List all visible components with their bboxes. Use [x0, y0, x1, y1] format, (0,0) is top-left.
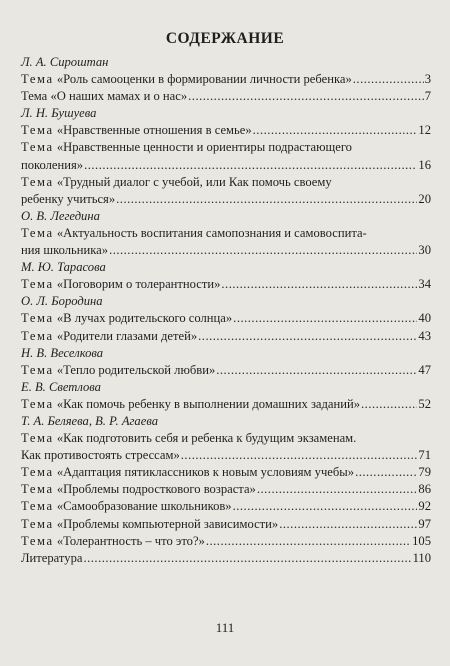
dot-leader [233, 310, 417, 327]
entry-title: «Роль самооценки в формировании личности ребенка» [56, 72, 352, 87]
entry-page-number: 40 [418, 311, 431, 326]
entry-title: «О наших мамах и о нас» [50, 89, 188, 104]
entry-text [21, 533, 205, 550]
entry-text [21, 431, 356, 445]
entry-lead: Тема [21, 311, 54, 326]
entry-text [21, 550, 82, 567]
entry-lead: Тема [21, 533, 54, 548]
entry-text [21, 276, 220, 293]
entry-lead: Тема [21, 516, 54, 531]
table-of-contents [21, 54, 431, 567]
toc-entry [21, 310, 431, 327]
entry-title: «Тепло родительской любви» [56, 362, 216, 377]
entry-page-number: 71 [418, 448, 431, 463]
page-title: СОДЕРЖАНИЕ [165, 30, 285, 47]
toc-entry-line [21, 225, 431, 242]
entry-text [21, 157, 83, 174]
entry-page-number: 3 [424, 72, 431, 87]
toc-entry [21, 71, 431, 88]
toc-entry [21, 242, 431, 259]
entry-title: «Родители глазами детей» [56, 328, 198, 343]
entry-page-number: 79 [418, 465, 431, 480]
toc-entry [21, 157, 431, 174]
toc-entry [21, 276, 431, 293]
entry-text [21, 516, 278, 533]
author-name: Т. А. Беляева, В. Р. Агаева [21, 413, 158, 428]
dot-leader [257, 481, 418, 498]
author-name: Е. В. Светлова [21, 379, 101, 394]
entry-text [21, 122, 252, 139]
entry-lead: Тема [21, 396, 54, 411]
toc-entry [21, 191, 431, 208]
entry-page-number: 86 [418, 482, 431, 497]
toc-entry [21, 481, 431, 498]
toc-entry-line [21, 174, 431, 191]
entry-title: «Нравственные ценности и ориентиры подрастающего [56, 140, 352, 155]
dot-leader [361, 396, 417, 413]
toc-author [21, 379, 431, 396]
toc-author [21, 54, 431, 71]
entry-text [21, 310, 232, 327]
dot-leader [216, 362, 417, 379]
entry-lead: Тема [21, 72, 54, 87]
toc-entry [21, 464, 431, 481]
entry-title: «Толерантность – что это?» [56, 533, 205, 548]
dot-leader [279, 516, 417, 533]
dot-leader [83, 550, 411, 567]
toc-entry-line [21, 139, 431, 156]
toc-author [21, 259, 431, 276]
author-name: М. Ю. Тарасова [21, 260, 106, 275]
entry-title: «Нравственные отношения в семье» [56, 123, 252, 138]
entry-lead: Тема [21, 362, 54, 377]
dot-leader [353, 71, 424, 88]
entry-page-number: 97 [418, 516, 431, 531]
dot-leader [109, 242, 417, 259]
entry-title: «Как помочь ребенку в выполнении домашних заданий» [56, 396, 361, 411]
entry-title: «Адаптация пятиклассников к новым условиям учебы» [56, 465, 355, 480]
entry-text [21, 71, 352, 88]
toc-entry [21, 362, 431, 379]
dot-leader [198, 328, 417, 345]
entry-text [21, 498, 232, 515]
entry-title: Как противостоять стрессам» [21, 448, 180, 463]
entry-text [21, 328, 197, 345]
entry-page-number: 12 [418, 123, 431, 138]
entry-text [21, 88, 187, 105]
author-name: О. В. Легедина [21, 208, 100, 223]
entry-text [21, 396, 360, 413]
entry-text [21, 140, 352, 154]
toc-entry-line [21, 430, 431, 447]
entry-title: ния школьника» [21, 243, 109, 258]
entry-lead: Тема [21, 328, 54, 343]
entry-title: ребенку учиться» [21, 191, 116, 206]
entry-title: «Самообразование школьников» [56, 499, 232, 514]
entry-page-number: 92 [418, 499, 431, 514]
entry-page-number: 47 [418, 362, 431, 377]
entry-text [21, 464, 354, 481]
entry-lead: Тема [21, 465, 54, 480]
entry-lead: Тема [21, 431, 54, 446]
entry-lead: Тема [21, 499, 54, 514]
entry-text [21, 362, 215, 379]
dot-leader [233, 498, 418, 515]
author-name: Л. Н. Бушуева [21, 106, 97, 121]
dot-leader [188, 88, 424, 105]
entry-page-number: 105 [412, 533, 431, 548]
entry-title: «Как подготовить себя и ребенка к будущим экзаменам. [56, 431, 357, 446]
toc-entry [21, 396, 431, 413]
entry-page-number: 20 [418, 191, 431, 206]
toc-author [21, 208, 431, 225]
entry-title: «Проблемы подросткового возраста» [56, 482, 256, 497]
toc-author [21, 293, 431, 310]
entry-title: «В лучах родительского солнца» [56, 311, 233, 326]
dot-leader [84, 157, 417, 174]
entry-page-number: 52 [418, 396, 431, 411]
entry-text [21, 191, 115, 208]
entry-text [21, 175, 332, 189]
entry-title: «Проблемы компьютерной зависимости» [56, 516, 279, 531]
dot-leader [181, 447, 418, 464]
dot-leader [116, 191, 417, 208]
toc-author [21, 413, 431, 430]
entry-title: Литература [21, 550, 83, 565]
entry-lead: Тема [21, 89, 48, 104]
entry-text [21, 481, 256, 498]
toc-entry [21, 533, 431, 550]
toc-entry [21, 550, 431, 567]
entry-lead: Тема [21, 140, 54, 155]
dot-leader [253, 122, 418, 139]
entry-page-number: 16 [418, 157, 431, 172]
entry-lead: Тема [21, 277, 54, 292]
toc-author [21, 105, 431, 122]
dot-leader [355, 464, 417, 481]
entry-text [21, 242, 108, 259]
entry-text [21, 447, 180, 464]
entry-title: поколения» [21, 157, 84, 172]
toc-author [21, 345, 431, 362]
entry-lead: Тема [21, 482, 54, 497]
toc-entry [21, 88, 431, 105]
entry-lead: Тема [21, 123, 54, 138]
entry-lead: Тема [21, 174, 54, 189]
toc-entry [21, 122, 431, 139]
dot-leader [221, 276, 417, 293]
author-name: Н. В. Веселкова [21, 345, 104, 360]
toc-entry [21, 447, 431, 464]
entry-title: «Трудный диалог с учебой, или Как помочь своему [56, 174, 332, 189]
entry-text [21, 226, 367, 240]
entry-page-number: 43 [418, 328, 431, 343]
toc-entry [21, 328, 431, 345]
dot-leader [206, 533, 411, 550]
toc-entry [21, 498, 431, 515]
entry-lead: Тема [21, 225, 54, 240]
entry-page-number: 110 [412, 550, 431, 565]
entry-page-number: 30 [418, 243, 431, 258]
entry-page-number: 34 [418, 277, 431, 292]
author-name: О. Л. Бородина [21, 294, 103, 309]
page-number: 111 [215, 620, 235, 635]
entry-title: «Поговорим о толерантности» [56, 277, 221, 292]
author-name: Л. А. Сироштан [21, 55, 109, 69]
entry-page-number: 7 [424, 89, 431, 104]
entry-title: «Актуальность воспитания самопознания и самовоспита- [56, 225, 367, 240]
toc-entry [21, 516, 431, 533]
